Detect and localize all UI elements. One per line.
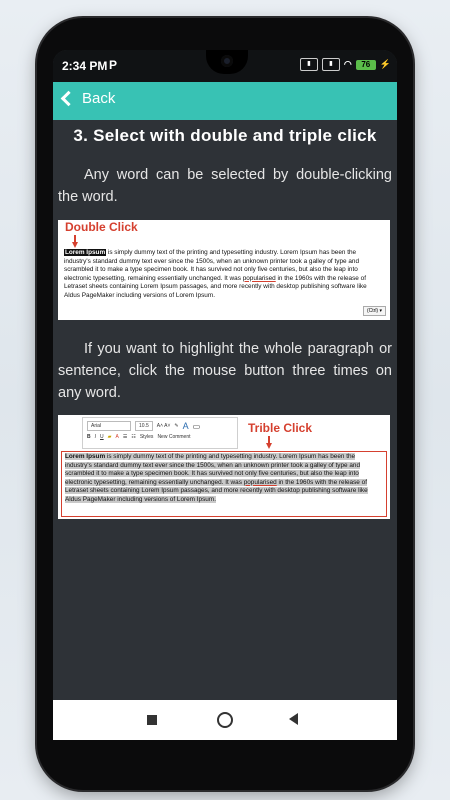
double-click-label: Double Click <box>65 220 138 234</box>
paragraph-double-click: Any word can be selected by double-clicking the word. <box>58 167 392 205</box>
content <box>53 120 397 700</box>
battery-icon: 76 <box>356 60 376 70</box>
triple-click-label: Trible Click <box>248 421 313 435</box>
app-bar <box>53 82 397 120</box>
wifi-icon: ◠ <box>343 59 352 69</box>
parking-notification-icon: P <box>109 58 118 72</box>
bold-icon: B <box>87 434 91 440</box>
volte-signal-icon-2: ▮ <box>322 58 340 71</box>
lorem-text-2 <box>65 453 381 505</box>
grow-font-icon: A˄ A˅ <box>156 423 171 429</box>
italic-icon: I <box>94 434 97 440</box>
down-arrow-icon-2 <box>266 443 272 449</box>
status-icons <box>300 58 391 71</box>
camera-icon <box>221 55 233 67</box>
lorem-part-a: is simply dummy text of the printing and typesetting industry. Lorem Ipsum has been the industry's standard dummy text ever since the 1500s, when an unknown printer took a galley of type and scrambled it to make a type specimen book. It has survived not only five centuries, but also the leap into electronic typesetting, remaining essentially unchanged. It was <box>64 249 360 282</box>
back-triangle-icon[interactable] <box>289 713 298 725</box>
double-click-screenshot <box>58 220 390 320</box>
lorem2-part-a: is simply dummy text of the printing and typesetting industry. Lorem Ipsum has been the industry's standard dummy text ever since the 1500s, when an unknown printer took a galley of type and scrambled it to make a type specimen book. It has survived not only five centuries, but also the leap into electronic typesetting, remaining essentially unchanged. It was <box>65 453 361 486</box>
selection-box <box>61 451 387 517</box>
page-title: 3. Select with double and triple click <box>73 126 377 145</box>
format-painter-icon: ✎ <box>174 423 179 429</box>
font-dropdown: Arial <box>87 421 131 431</box>
lorem2-part-b: in the 1960s with the release of Letraset sheets containing Lorem Ipsum passages, and more recently with desktop publishing software like Aldus PageMaker including versions of Lorem Ipsum. <box>65 478 368 503</box>
comment-icon: ▭ <box>192 421 201 431</box>
status-bar <box>53 50 397 82</box>
font-color-icon: A <box>115 434 119 440</box>
lorem-text-1 <box>64 249 384 301</box>
screen <box>53 50 397 740</box>
back-chevron-icon <box>61 91 77 107</box>
lorem-popularised: popularised <box>242 274 276 282</box>
styles-icon: A <box>182 421 189 431</box>
home-icon[interactable] <box>217 712 233 728</box>
system-nav-bar <box>53 700 397 740</box>
recents-icon[interactable] <box>147 715 157 725</box>
new-comment-label: New Comment <box>157 434 191 440</box>
highlight-icon: ▰ <box>107 434 112 440</box>
underline-icon: U <box>100 434 104 440</box>
back-label: Back <box>82 90 116 107</box>
paste-options-button: (Ctrl) ▾ <box>363 306 386 316</box>
down-arrow-icon <box>72 242 78 248</box>
lorem-bold-2: Lorem Ipsum <box>65 453 106 460</box>
volte-signal-icon: ▮ <box>300 58 318 71</box>
styles-label: Styles <box>139 434 154 440</box>
paragraph-triple-click: If you want to highlight the whole paragraph or sentence, click the mouse button three times on any word. <box>58 341 392 401</box>
mini-toolbar <box>82 417 238 449</box>
triple-click-screenshot <box>58 415 390 519</box>
size-dropdown: 10.5 <box>135 421 153 431</box>
status-time: 2:34 PM <box>62 59 108 73</box>
bullets-icon: ☰ <box>122 434 128 440</box>
selected-word: Lorem Ipsum <box>65 249 106 256</box>
back-button[interactable] <box>63 90 115 107</box>
lorem2-popularised: popularised <box>243 478 277 486</box>
numbering-icon: ☷ <box>131 434 136 440</box>
lorem-part-b: in the 1960s with the release of Letraset sheets containing Lorem Ipsum passages, and more recently with desktop publishing software like Aldus PageMaker including versions of Lorem Ipsum. <box>64 274 367 299</box>
charging-icon: ⚡ <box>379 59 391 69</box>
